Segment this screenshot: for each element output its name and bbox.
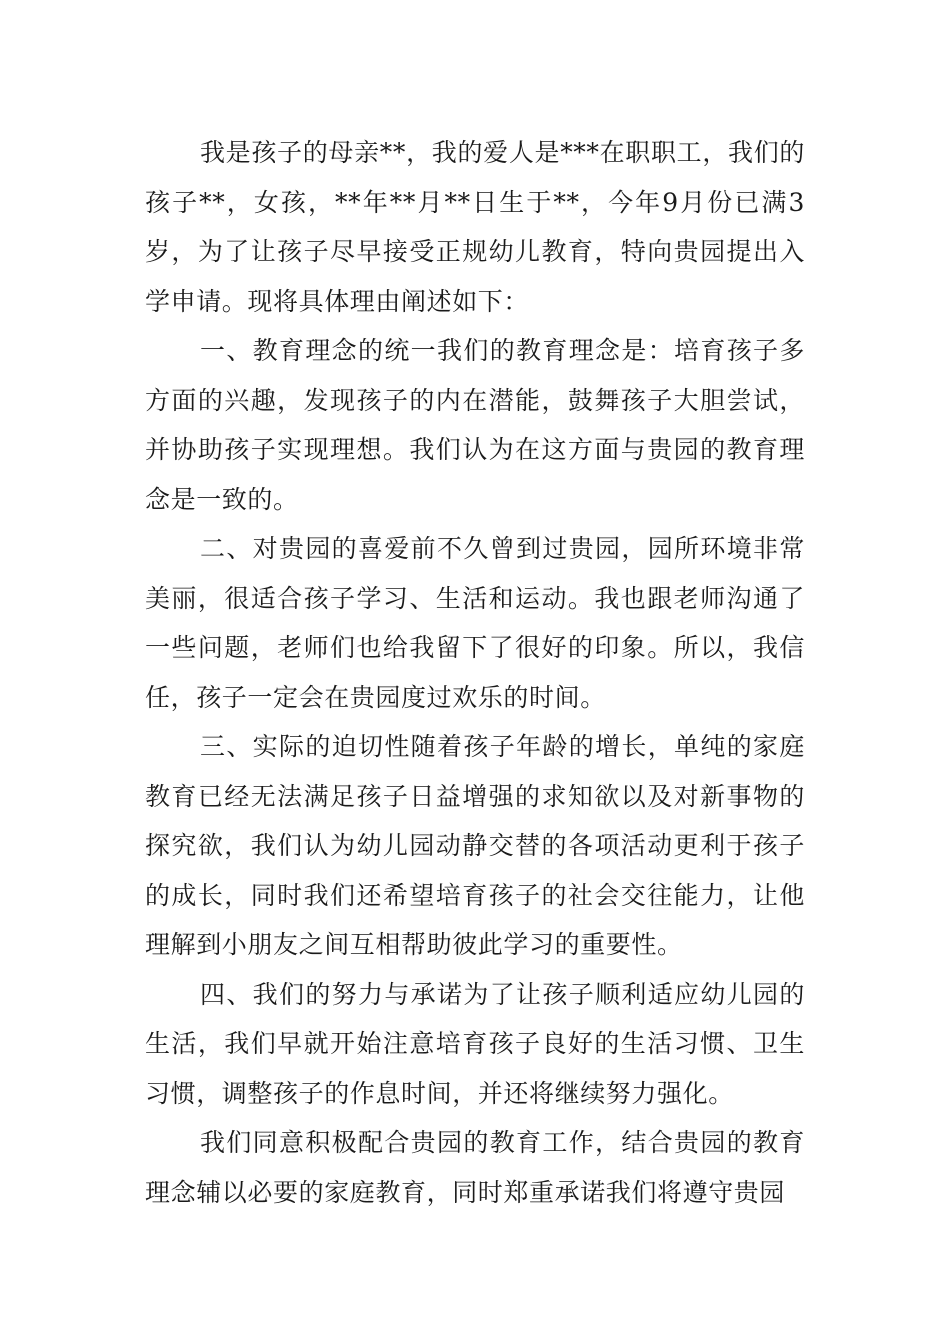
paragraph-fondness: 二、对贵园的喜爱前不久曾到过贵园，园所环境非常美丽，很适合孩子学习、生活和运动。我也跟老师沟通了一些问题，老师们也给我留下了很好的印象。所以，我信任，孩子一定会在贵园度过欢乐的时间。: [145, 534, 805, 712]
paragraph-urgency: 三、实际的迫切性随着孩子年龄的增长，单纯的家庭教育已经无法满足孩子日益增强的求知欲以及对新事物的探究欲，我们认为幼儿园动静交替的各项活动更利于孩子的成长，同时我们还希望培育孩子的社会交往能力，让他理解到小朋友之间互相帮助彼此学习的重要性。: [145, 732, 805, 959]
paragraph-education-philosophy: 一、教育理念的统一我们的教育理念是：培育孩子多方面的兴趣，发现孩子的内在潜能，鼓舞孩子大胆尝试，并协助孩子实现理想。我们认为在这方面与贵园的教育理念是一致的。: [145, 336, 805, 514]
paragraph-cooperation: 我们同意积极配合贵园的教育工作，结合贵园的教育理念辅以必要的家庭教育，同时郑重承诺我们将遵守贵园: [145, 1128, 805, 1207]
document-body: [145, 128, 805, 1217]
paragraph-intro: 我是孩子的母亲**，我的爱人是***在职职工，我们的孩子**，女孩，**年**月**日生于**，今年9月份已满3岁，为了让孩子尽早接受正规幼儿教育，特向贵园提出入学申请。现将具体理由阐述如下：: [145, 138, 805, 316]
paragraph-commitment: 四、我们的努力与承诺为了让孩子顺利适应幼儿园的生活，我们早就开始注意培育孩子良好的生活习惯、卫生习惯，调整孩子的作息时间，并还将继续努力强化。: [145, 979, 805, 1108]
